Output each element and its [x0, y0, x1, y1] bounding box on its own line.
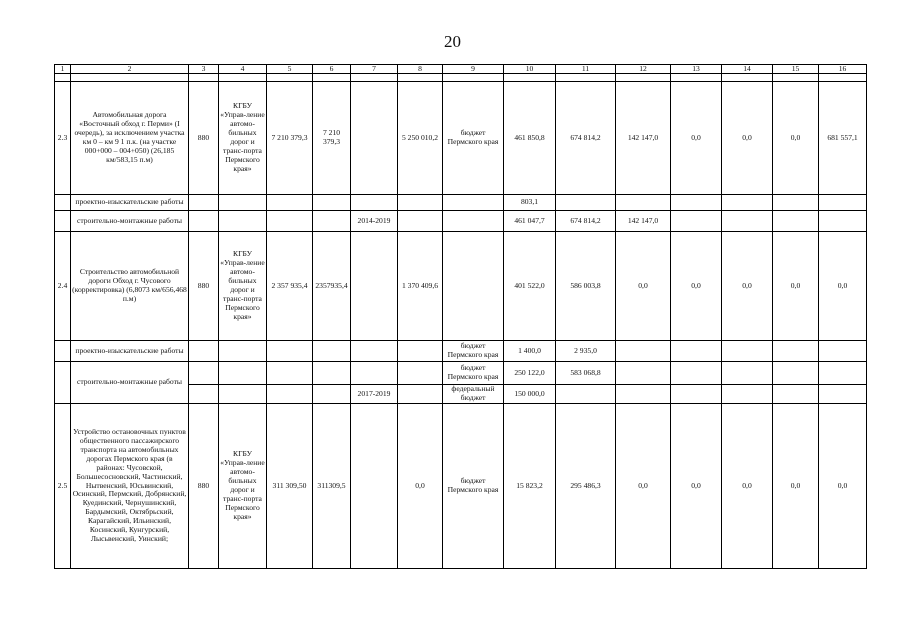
cell-col10: 401 522,0: [504, 232, 556, 341]
cell-col9: федеральный бюджет: [443, 385, 504, 404]
budget-table: [54, 64, 867, 569]
cell-col6: 7 210 379,3: [313, 82, 351, 195]
cell-col7: 2014-2019: [351, 211, 398, 232]
header-cell: 8: [398, 65, 443, 74]
page-number: 20: [444, 32, 461, 51]
object-name: проектно-изыскательские работы: [71, 341, 189, 362]
cell-col13: 0,0: [671, 232, 722, 341]
table-row-2-3-survey: [55, 195, 867, 211]
header-cell: 7: [351, 65, 398, 74]
cell-col3: 880: [189, 82, 219, 195]
table-row-2-4: [55, 232, 867, 341]
blank-row: [55, 74, 867, 82]
cell-col10: 803,1: [504, 195, 556, 211]
cell-col5: 311 309,50: [267, 404, 313, 569]
cell-col4: КГБУ «Управ-ление автомо-бильных дорог и транс-порта Пермского края»: [219, 404, 267, 569]
cell-col16: 681 557,1: [819, 82, 867, 195]
cell-col10: 250 122,0: [504, 362, 556, 385]
cell-col3: 880: [189, 232, 219, 341]
cell-col12: 0,0: [616, 232, 671, 341]
cell-col7: [351, 82, 398, 195]
cell-col3: 880: [189, 404, 219, 569]
object-name: проектно-изыскательские работы: [71, 195, 189, 211]
header-cell: 13: [671, 65, 722, 74]
cell-col9: [443, 232, 504, 341]
cell-col11: 674 814,2: [556, 82, 616, 195]
cell-col7: [351, 404, 398, 569]
header-cell: 2: [71, 65, 189, 74]
cell-col10: 461 850,8: [504, 82, 556, 195]
cell-col16: 0,0: [819, 404, 867, 569]
cell-col7: [351, 232, 398, 341]
object-name: Автомобильная дорога «Восточный обход г. Перми» (I очередь), за исключением участка км 0 – км 9 1 п.к. (на участке 000+000 – 004+050) (26,185 км/583,15 п.м): [71, 82, 189, 195]
header-cell: 12: [616, 65, 671, 74]
header-cell: 16: [819, 65, 867, 74]
cell-col15: 0,0: [773, 404, 819, 569]
cell-col7: 2017-2019: [351, 385, 398, 404]
cell-col10: 461 047,7: [504, 211, 556, 232]
cell-col9: бюджет Пермского края: [443, 362, 504, 385]
cell-col10: 150 000,0: [504, 385, 556, 404]
table-row-2-5: [55, 404, 867, 569]
cell-col14: 0,0: [722, 82, 773, 195]
cell-col14: 0,0: [722, 232, 773, 341]
cell-col9: бюджет Пермского края: [443, 82, 504, 195]
cell-col11: 2 935,0: [556, 341, 616, 362]
cell-col4: КГБУ «Управ-ление автомо-бильных дорог и транс-порта Пермского края»: [219, 232, 267, 341]
cell-col11: 295 486,3: [556, 404, 616, 569]
object-name: строительно-монтажные работы: [71, 362, 189, 404]
cell-col13: 0,0: [671, 404, 722, 569]
cell-col5: 7 210 379,3: [267, 82, 313, 195]
table-row-2-4-construction: [55, 362, 867, 385]
cell-col8: 5 250 010,2: [398, 82, 443, 195]
cell-col12: 0,0: [616, 404, 671, 569]
header-cell: 9: [443, 65, 504, 74]
table-row-2-3: [55, 82, 867, 195]
header-cell: 6: [313, 65, 351, 74]
table-row-2-4-survey: [55, 341, 867, 362]
header-cell: 3: [189, 65, 219, 74]
object-name: Устройство остановочных пунктов общественного пассажирского транспорта на автомобильных дорогах Пермского края (в районах: Чусовской, Большесосновский, Частинский, Нытвенский, Юсьвинский, Осинский, Пермский, Добрянский, Куединский, Чернушинский, Бардымский, Октябрьский, Карагайский, Ильинский, Косинский, Кунгурский, Лысьвенский, Уинский;: [71, 404, 189, 569]
cell-col5: 2 357 935,4: [267, 232, 313, 341]
cell-col12: 142 147,0: [616, 211, 671, 232]
header-cell: 14: [722, 65, 773, 74]
cell-col8: 0,0: [398, 404, 443, 569]
cell-col6: 2357935,4: [313, 232, 351, 341]
header-cell: 15: [773, 65, 819, 74]
cell-col12: 142 147,0: [616, 82, 671, 195]
cell-col4: КГБУ «Управ-ление автомо-бильных дорог и транс-порта Пермского края»: [219, 82, 267, 195]
cell-col15: 0,0: [773, 82, 819, 195]
cell-col10: 1 400,0: [504, 341, 556, 362]
cell-col15: 0,0: [773, 232, 819, 341]
cell-col9: бюджет Пермского края: [443, 341, 504, 362]
cell-col10: 15 823,2: [504, 404, 556, 569]
row-number: 2.4: [55, 232, 71, 341]
header-cell: 4: [219, 65, 267, 74]
header-cell: 10: [504, 65, 556, 74]
cell-col9: бюджет Пермского края: [443, 404, 504, 569]
cell-col11: 586 003,8: [556, 232, 616, 341]
header-cell: 11: [556, 65, 616, 74]
table-row-2-3-construction: [55, 211, 867, 232]
cell-col13: 0,0: [671, 82, 722, 195]
cell-col6: 311309,5: [313, 404, 351, 569]
header-cell: 5: [267, 65, 313, 74]
header-cell: 1: [55, 65, 71, 74]
cell-col8: 1 370 409,6: [398, 232, 443, 341]
cell-col16: 0,0: [819, 232, 867, 341]
cell-col11: 583 068,8: [556, 362, 616, 385]
object-name: Строительство автомобильной дороги Обход г. Чусового (корректировка) (6,8073 км/656,468 п.м): [71, 232, 189, 341]
header-row: [55, 65, 867, 74]
object-name: строительно-монтажные работы: [71, 211, 189, 232]
cell-col11: 674 814,2: [556, 211, 616, 232]
cell-col14: 0,0: [722, 404, 773, 569]
row-number: 2.5: [55, 404, 71, 569]
row-number: 2.3: [55, 82, 71, 195]
